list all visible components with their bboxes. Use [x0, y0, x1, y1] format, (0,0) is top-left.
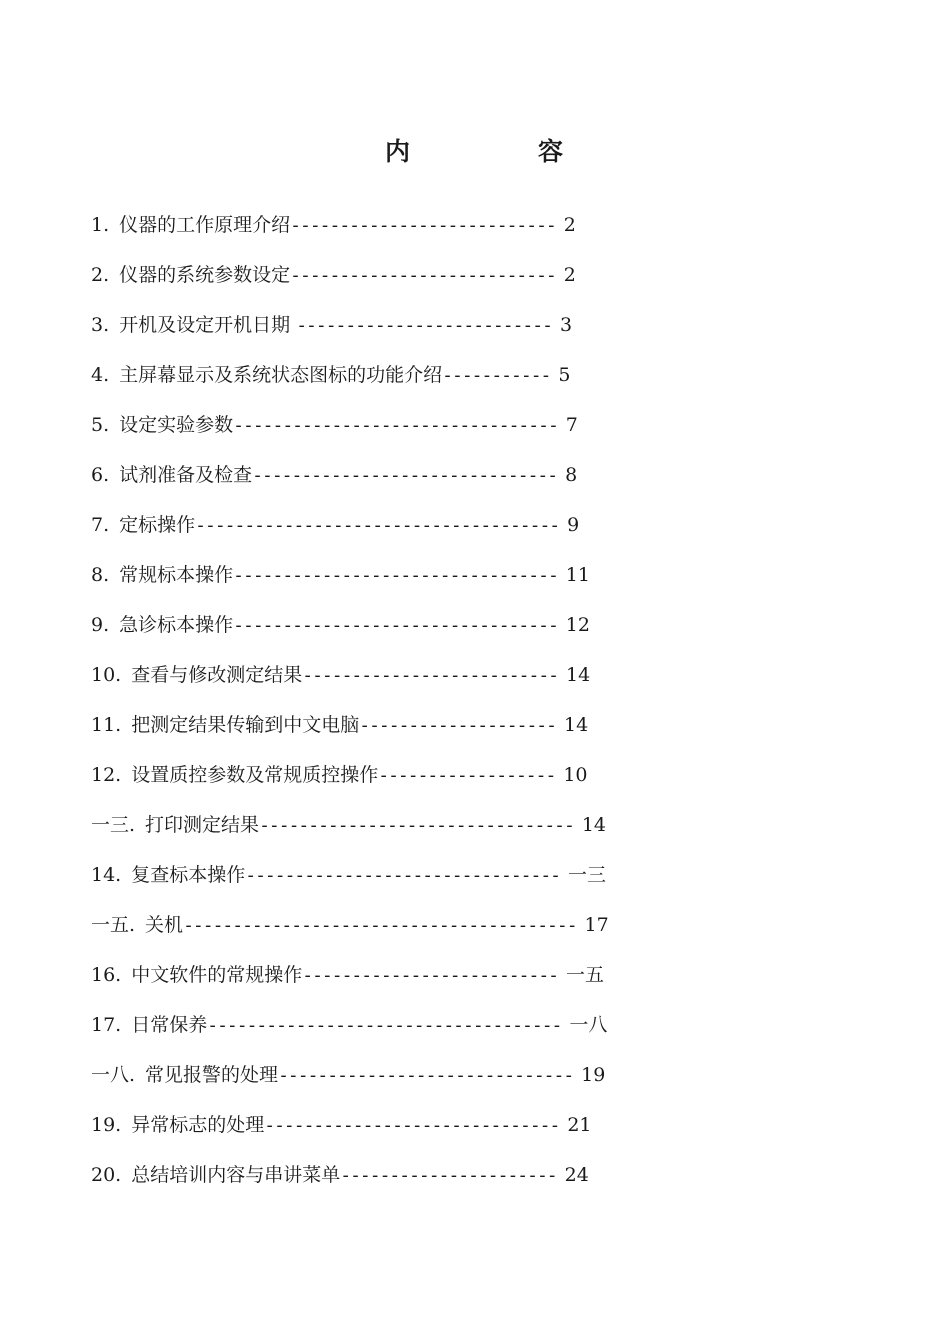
toc-entry[interactable] [91, 505, 579, 545]
page-number: 8 [565, 464, 578, 486]
dot-leader: -------------------------------- [245, 865, 561, 886]
entry-number: 7. [91, 514, 110, 536]
entry-number: 17. [91, 1014, 122, 1036]
dot-leader: -------------------------- [296, 315, 552, 336]
dot-leader: ------------------------------------- [195, 515, 560, 536]
dot-leader: -------------------------- [302, 665, 558, 686]
toc-entry[interactable] [91, 855, 606, 895]
toc-entry[interactable] [91, 805, 606, 845]
entry-title: 设置质控参数及常规质控操作 [131, 764, 379, 786]
entry-title: 开机及设定开机日期 [119, 314, 297, 336]
entry-title: 定标操作 [119, 514, 196, 536]
page-number: 5 [558, 364, 571, 386]
entry-number: 16. [91, 964, 122, 986]
dot-leader: -------------------- [359, 715, 556, 736]
dot-leader: ------------------------------------ [207, 1015, 562, 1036]
page-number: 14 [566, 664, 591, 686]
dot-leader: ---------------------------------------- [183, 915, 577, 936]
entry-title: 查看与修改测定结果 [131, 664, 303, 686]
entry-title: 仪器的系统参数设定 [119, 264, 291, 286]
toc-entry[interactable] [91, 255, 576, 295]
entry-title: 把测定结果传输到中文电脑 [131, 714, 360, 736]
dot-leader: ------------------ [378, 765, 556, 786]
toc-entry[interactable] [91, 755, 588, 795]
title-char-1: 内 [385, 137, 411, 166]
dot-leader: ------------------------------ [278, 1065, 574, 1086]
entry-title: 设定实验参数 [119, 414, 234, 436]
toc-entry[interactable] [91, 705, 588, 745]
page-number: 14 [581, 814, 607, 836]
toc-entry[interactable] [91, 405, 578, 445]
dot-leader: -------------------------- [302, 965, 558, 986]
entry-number: 2. [91, 264, 110, 286]
toc-entry[interactable] [91, 305, 572, 345]
toc-entry[interactable] [91, 955, 604, 995]
dot-leader: ----------- [442, 365, 551, 386]
toc-entry[interactable] [91, 555, 590, 595]
page-number: 一三 [568, 864, 607, 886]
entry-title: 复查标本操作 [131, 864, 246, 886]
page-number: 9 [567, 514, 580, 536]
toc-entry[interactable] [91, 655, 590, 695]
toc-entry[interactable] [91, 205, 576, 245]
dot-leader: ------------------------------- [252, 465, 558, 486]
entry-title: 关机 [145, 914, 184, 936]
page-number: 7 [565, 414, 578, 436]
entry-title: 日常保养 [131, 1014, 208, 1036]
dot-leader: --------------------------- [290, 265, 556, 286]
page-number: 10 [563, 764, 588, 786]
dot-leader: --------------------------- [290, 215, 556, 236]
page-number: 12 [565, 614, 590, 636]
toc-entry[interactable] [91, 355, 570, 395]
entry-title: 异常标志的处理 [131, 1114, 265, 1136]
toc-entry[interactable] [91, 1005, 607, 1045]
entry-number: 3. [91, 314, 110, 336]
entry-number: 5. [91, 414, 110, 436]
entry-number: 6. [91, 464, 110, 486]
toc-entry[interactable] [91, 1155, 589, 1195]
entry-number: 一三. [91, 814, 136, 836]
page-title [0, 132, 950, 172]
page-number: 14 [563, 714, 589, 736]
page-number: 11 [565, 564, 590, 586]
entry-title: 打印测定结果 [145, 814, 260, 836]
page-number: 21 [567, 1114, 592, 1136]
entry-title: 急诊标本操作 [119, 614, 234, 636]
toc-entry[interactable] [91, 905, 609, 945]
page-number: 3 [559, 314, 573, 336]
page-number: 2 [563, 264, 576, 286]
page-number: 19 [581, 1064, 606, 1086]
entry-number: 一八. [91, 1064, 136, 1086]
entry-title: 试剂准备及检查 [119, 464, 253, 486]
dot-leader: ---------------------- [340, 1165, 557, 1186]
entry-title: 主屏幕显示及系统状态图标的功能介绍 [119, 364, 443, 386]
page-number: 2 [563, 214, 576, 236]
entry-number: 8. [91, 564, 110, 586]
toc-entry[interactable] [91, 605, 590, 645]
entry-number: 9. [91, 614, 110, 636]
entry-title: 中文软件的常规操作 [131, 964, 303, 986]
entry-title: 总结培训内容与串讲菜单 [131, 1164, 341, 1186]
entry-number: 14. [91, 864, 122, 886]
entry-title: 仪器的工作原理介绍 [119, 214, 291, 236]
page-number: 一八 [569, 1014, 608, 1036]
toc-entry[interactable] [91, 455, 577, 495]
entry-number: 4. [91, 364, 110, 386]
entry-number: 1. [91, 214, 110, 236]
dot-leader: --------------------------------- [233, 615, 558, 636]
toc-entry[interactable] [91, 1055, 605, 1095]
entry-title: 常见报警的处理 [145, 1064, 279, 1086]
entry-title: 常规标本操作 [119, 564, 234, 586]
entry-number: 一五. [91, 914, 136, 936]
entry-number: 19. [91, 1114, 122, 1136]
dot-leader: ------------------------------ [264, 1115, 560, 1136]
entry-number: 20. [91, 1164, 122, 1186]
entry-number: 10. [91, 664, 122, 686]
entry-number: 11. [91, 714, 122, 736]
page-number: 24 [564, 1164, 589, 1186]
entry-number: 12. [91, 764, 122, 786]
toc-entry[interactable] [91, 1105, 592, 1145]
title-char-2: 容 [538, 137, 564, 166]
dot-leader: -------------------------------- [259, 815, 574, 836]
page-number: 17 [584, 914, 609, 936]
page-number: 一五 [566, 964, 605, 986]
dot-leader: --------------------------------- [233, 565, 558, 586]
dot-leader: --------------------------------- [233, 415, 558, 436]
